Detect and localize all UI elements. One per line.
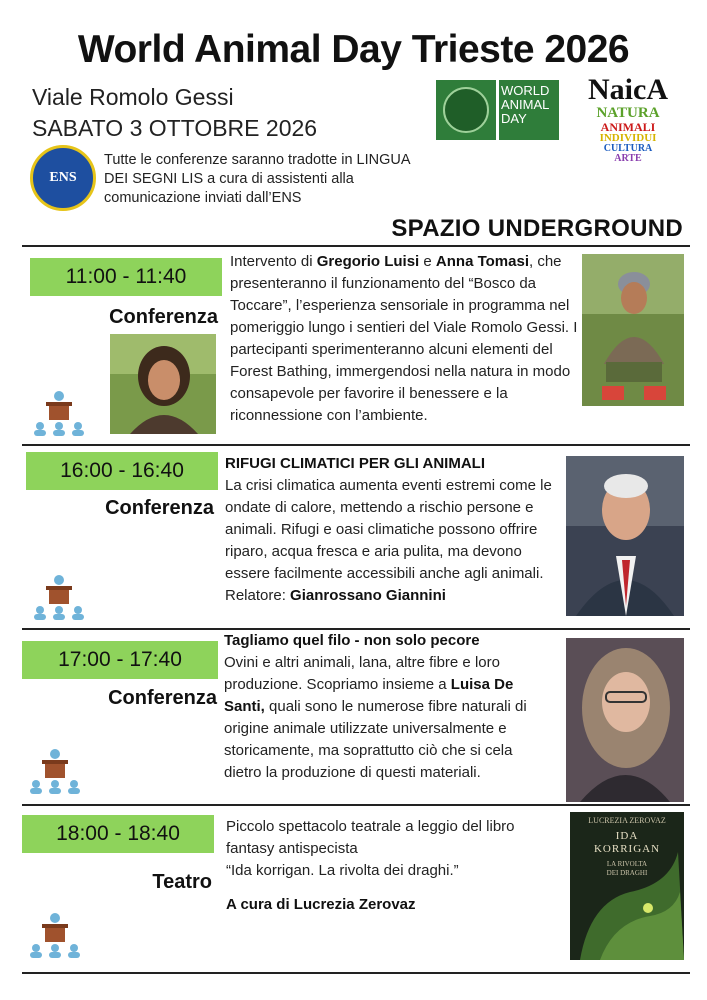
speaker-photo bbox=[582, 254, 684, 406]
date-text: SABATO 3 OTTOBRE 2026 bbox=[32, 115, 318, 141]
speaker-name: Luisa De Santi, bbox=[224, 676, 514, 715]
naica-line-natura: NATURA bbox=[596, 105, 660, 121]
desc-text: “Ida korrigan. La rivolta dei draghi.” bbox=[226, 862, 459, 879]
naica-logo-name: NaicA bbox=[588, 73, 668, 106]
credit-text: A cura di Lucrezia Zerovaz bbox=[226, 896, 416, 913]
event-heading: RIFUGI CLIMATICI PER GLI ANIMALI bbox=[225, 455, 485, 472]
conference-icon bbox=[26, 748, 84, 794]
desc-text: quali sono le numerose fibre naturali di origine animale utilizzate universalmente e storicamente, ma soprattutto ciò che si cela dietro la produzione di questi materiali. bbox=[224, 698, 527, 781]
event-type: Conferenza bbox=[109, 306, 218, 328]
desc-text: , che presenteranno il funzionamento del “Bosco da Toccare”, l’esperienza sensoriale in programma nel pomeriggio lungo i sentieri del Viale Romolo Gessi. I partecipanti sperimenteranno alcuni elementi del Forest Bathing, immergendosi nella natura in modo consapevole per favorire il benessere e la riconnessione con l’ambiente. bbox=[230, 253, 578, 424]
event-description bbox=[224, 630, 544, 784]
page-title: World Animal Day Trieste 2026 bbox=[77, 28, 630, 71]
naica-logo bbox=[568, 74, 688, 164]
naica-line-arte: ARTE bbox=[614, 153, 642, 164]
desc-text: Piccolo spettacolo teatrale a leggio del libro fantasy antispecista bbox=[226, 818, 515, 857]
desc-text: Intervento di bbox=[230, 253, 317, 270]
event-type: Teatro bbox=[152, 871, 212, 893]
lis-note: Tutte le conferenze saranno tradotte in LINGUA DEI SEGNI LIS a cura di assistenti alla comunicazione inviati dall’ENS bbox=[104, 152, 410, 206]
event-time: 16:00 - 16:40 bbox=[26, 452, 218, 490]
conference-icon bbox=[30, 574, 88, 620]
divider bbox=[22, 444, 690, 446]
event-description bbox=[230, 251, 580, 427]
event-type: Conferenza bbox=[105, 497, 214, 519]
speaker-name: Gregorio Luisi bbox=[316, 253, 420, 270]
event-time: 17:00 - 17:40 bbox=[22, 641, 218, 679]
event-description bbox=[225, 453, 560, 607]
globe-icon bbox=[436, 80, 496, 140]
world-animal-day-logo bbox=[436, 80, 560, 140]
divider bbox=[22, 804, 690, 806]
book-title-1: IDA bbox=[615, 830, 639, 842]
book-subtitle-2: DEI DRAGHI bbox=[606, 869, 648, 877]
conference-icon bbox=[30, 390, 88, 436]
book-cover bbox=[570, 812, 684, 960]
naica-line-cultura: CULTURA bbox=[603, 143, 653, 154]
naica-line-individui: INDIVIDUI bbox=[599, 132, 657, 144]
book-title-2: KORRIGAN bbox=[593, 843, 661, 855]
event-time: 18:00 - 18:40 bbox=[22, 815, 214, 853]
speaker-name: Gianrossano Giannini bbox=[290, 587, 446, 604]
divider bbox=[22, 245, 690, 247]
divider bbox=[22, 972, 690, 974]
venue-text: Viale Romolo Gessi bbox=[32, 84, 234, 110]
ens-logo-text: ENS bbox=[49, 170, 77, 185]
naica-line-animali: ANIMALI bbox=[600, 120, 656, 134]
desc-text: La crisi climatica aumenta eventi estremi come le ondate di calore, mettendo a rischio persone e animali. Rifugi e oasi climatiche possono offrire riparo, acqua fresca e aria pulita, ma devono essere facilmente accessibili anche agli animali. bbox=[225, 477, 552, 582]
desc-text: Ovini e altri animali, lana, altre fibre e loro produzione. Scopriamo insieme a bbox=[224, 654, 500, 693]
book-author: LUCREZIA ZEROVAZ bbox=[588, 816, 666, 825]
event-time: 11:00 - 11:40 bbox=[30, 258, 222, 296]
event-description bbox=[226, 816, 546, 916]
speaker-photo bbox=[566, 456, 684, 616]
space-title: SPAZIO UNDERGROUND bbox=[391, 215, 683, 242]
desc-text: e bbox=[419, 253, 436, 270]
speaker-photo bbox=[110, 334, 216, 434]
event-type: Conferenza bbox=[108, 687, 217, 709]
conference-icon bbox=[26, 912, 84, 958]
wad-logo-text: WORLD ANIMAL DAY bbox=[499, 80, 559, 140]
ens-logo bbox=[30, 145, 96, 211]
speaker-photo bbox=[566, 638, 684, 802]
speaker-name: Anna Tomasi bbox=[435, 253, 529, 270]
event-heading: Tagliamo quel filo - non solo pecore bbox=[224, 632, 480, 649]
speaker-label: Relatore: bbox=[225, 587, 291, 604]
book-subtitle-1: LA RIVOLTA bbox=[606, 860, 648, 868]
